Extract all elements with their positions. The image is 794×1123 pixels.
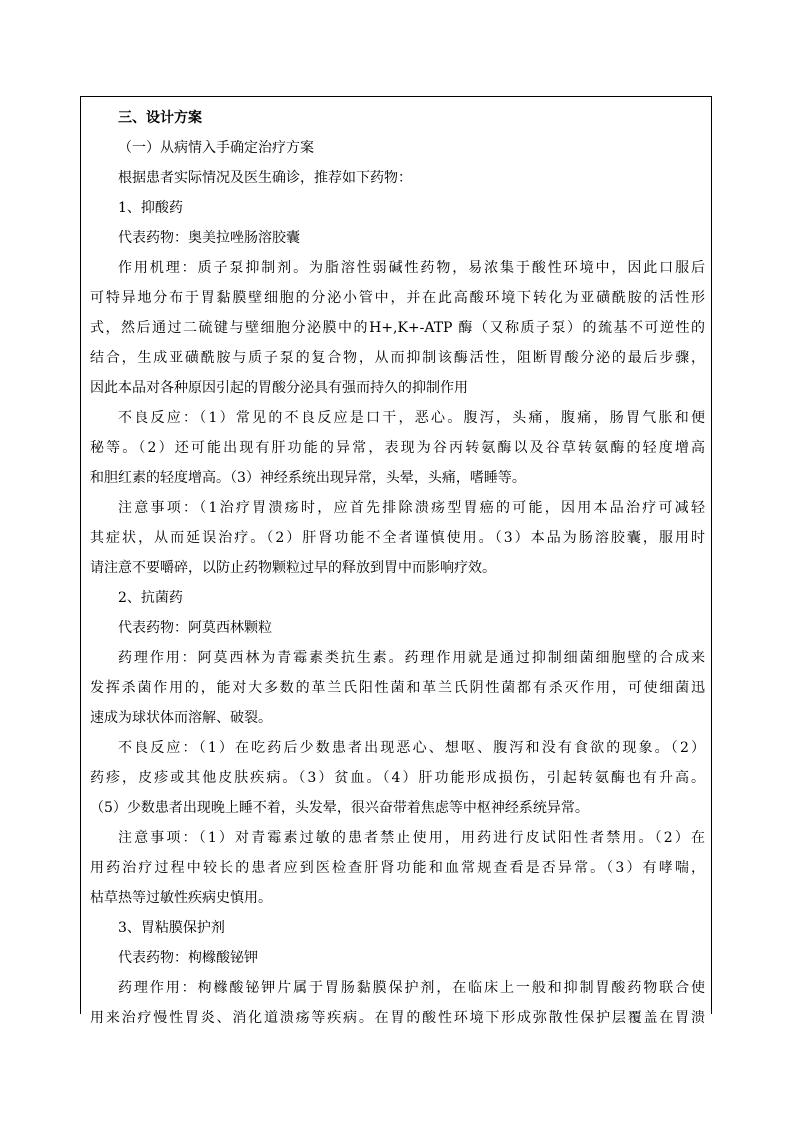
- notes-line: 注意事项：（1）对青霉素过敏的患者禁止使用，用药进行皮试阳性者禁用。（2）在: [118, 830, 705, 846]
- mechanism-line: 可特异地分布于胃黏膜壁细胞的分泌小管中，并在此高酸环境下转化为亚磺酰胺的活性形: [90, 290, 705, 306]
- mechanism-line: 速成为球状体而溶解、破裂。: [90, 710, 272, 726]
- adverse-line: 秘等。（2）还可能出现有肝功能的异常，表现为谷丙转氨酶以及谷草转氨酶的轻度增高: [90, 440, 705, 456]
- drug-representative: 代表药物：枸橼酸铋钾: [118, 950, 258, 966]
- subsection-title: （一）从病情入手确定治疗方案: [118, 140, 314, 156]
- mechanism-line: 药理作用：枸橼酸铋钾片属于胃肠黏膜保护剂，在临床上一般和抑制胃酸药物联合使: [118, 980, 705, 996]
- notes-line: 用药治疗过程中较长的患者应到医检查肝肾功能和血常规查看是否异常。（3）有哮喘，: [90, 860, 705, 876]
- notes-line: 枯草热等过敏性疾病史慎用。: [90, 890, 272, 906]
- notes-line: 请注意不要嚼碎，以防止药物颗粒过早的释放到胃中而影响疗效。: [90, 560, 496, 576]
- mechanism-line: 式，然后通过二硫键与壁细胞分泌膜中的H+,K+-ATP 酶（又称质子泵）的巯基不可逆性的: [90, 320, 705, 336]
- adverse-line: 和胆红素的轻度增高。（3）神经系统出现异常，头晕，头痛，嗜睡等。: [90, 470, 526, 486]
- notes-line: 其症状，从而延误治疗。（2）肝肾功能不全者谨慎使用。（3）本品为肠溶胶囊，服用时: [90, 530, 705, 546]
- mechanism-line: 结合，生成亚磺酰胺与质子泵的复合物，从而抑制该酶活性，阻断胃酸分泌的最后步骤，: [90, 350, 705, 366]
- document-content: [90, 103, 705, 1033]
- intro-paragraph: 根据患者实际情况及医生确诊，推荐如下药物：: [118, 170, 412, 186]
- adverse-line: （5）少数患者出现晚上睡不着，头发晕，很兴奋带着焦虑等中枢神经系统异常。: [90, 800, 589, 816]
- adverse-line: 不良反应：（1）常见的不良反应是口干，恶心。腹泻，头痛，腹痛，肠胃气胀和便: [118, 410, 705, 426]
- adverse-line: 不良反应：（1）在吃药后少数患者出现恶心、想呕、腹泻和没有食欲的现象。（2）: [118, 740, 705, 756]
- document-frame: [80, 96, 712, 1026]
- drug-representative: 代表药物：阿莫西林颗粒: [118, 620, 272, 636]
- mechanism-line: 用来治疗慢性胃炎、消化道溃疡等疾病。在胃的酸性环境下形成弥散性保护层覆盖在胃溃: [90, 1010, 705, 1026]
- mechanism-line: 发挥杀菌作用的，能对大多数的革兰氏阳性菌和革兰氏阴性菌都有杀灭作用，可使细菌迅: [90, 680, 705, 696]
- mechanism-line: 作用机理：质子泵抑制剂。为脂溶性弱碱性药物，易浓集于酸性环境中，因此口服后: [118, 260, 705, 276]
- section-title: 三、设计方案: [118, 110, 202, 126]
- drug-heading: 1、抑酸药: [118, 200, 183, 216]
- mechanism-line: 因此本品对各种原因引起的胃酸分泌具有强而持久的抑制作用: [90, 380, 468, 396]
- drug-heading: 3、胃粘膜保护剂: [118, 920, 225, 936]
- adverse-line: 药疹，皮疹或其他皮肤疾病。（3）贫血。（4）肝功能形成损伤，引起转氨酶也有升高。: [90, 770, 705, 786]
- notes-line: 注意事项：（1治疗胃溃疡时，应首先排除溃疡型胃癌的可能，因用本品治疗可减轻: [118, 500, 705, 516]
- mechanism-line: 药理作用：阿莫西林为青霉素类抗生素。药理作用就是通过抑制细菌细胞壁的合成来: [118, 650, 705, 666]
- drug-heading: 2、抗菌药: [118, 590, 183, 606]
- drug-representative: 代表药物：奥美拉唑肠溶胶囊: [118, 230, 300, 246]
